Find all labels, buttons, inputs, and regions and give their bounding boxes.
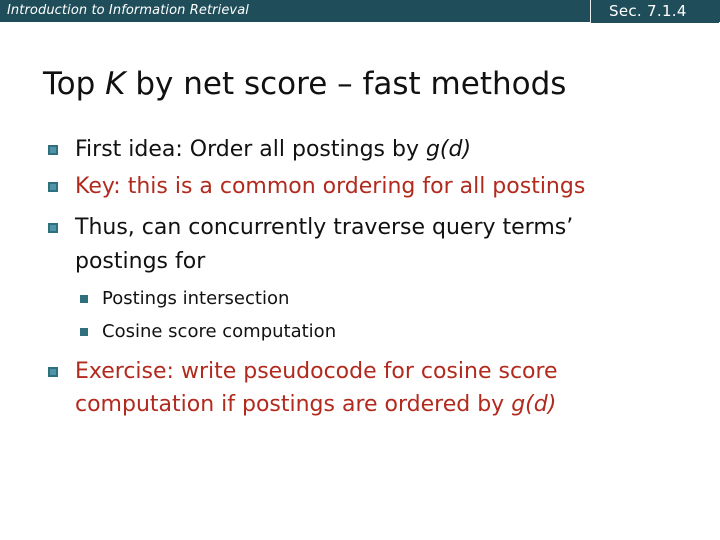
subbullet-marker-icon xyxy=(80,295,88,303)
bullet-text: Key: this is a common ordering for all postings xyxy=(75,174,586,199)
subbullet-text: Postings intersection xyxy=(102,288,290,309)
subbullet-text: Cosine score computation xyxy=(102,321,337,342)
course-title: Introduction to Information Retrieval xyxy=(7,3,249,18)
section-label: Sec. 7.1.4 xyxy=(609,2,687,20)
bullet-marker-icon xyxy=(48,223,58,233)
title-k: K xyxy=(105,66,126,102)
exercise-line1: Exercise: write pseudocode for cosine score xyxy=(75,359,558,384)
title-prefix: Top xyxy=(43,66,106,102)
bullet-text-line2: postings for xyxy=(75,249,206,274)
subbullet-marker-icon xyxy=(80,328,88,336)
exercise-line2: computation if postings are ordered by g(d) xyxy=(75,392,557,417)
bullet-marker-icon xyxy=(48,145,58,155)
bullet-text-line1: Thus, can concurrently traverse query terms’ xyxy=(75,215,574,240)
title-suffix: by net score – fast methods xyxy=(125,66,567,102)
section-badge xyxy=(590,0,719,23)
slide-title xyxy=(43,66,566,102)
bullet-text: First idea: Order all postings by g(d) xyxy=(75,137,472,162)
bullet-marker-icon xyxy=(48,367,58,377)
bullet-marker-icon xyxy=(48,182,58,192)
